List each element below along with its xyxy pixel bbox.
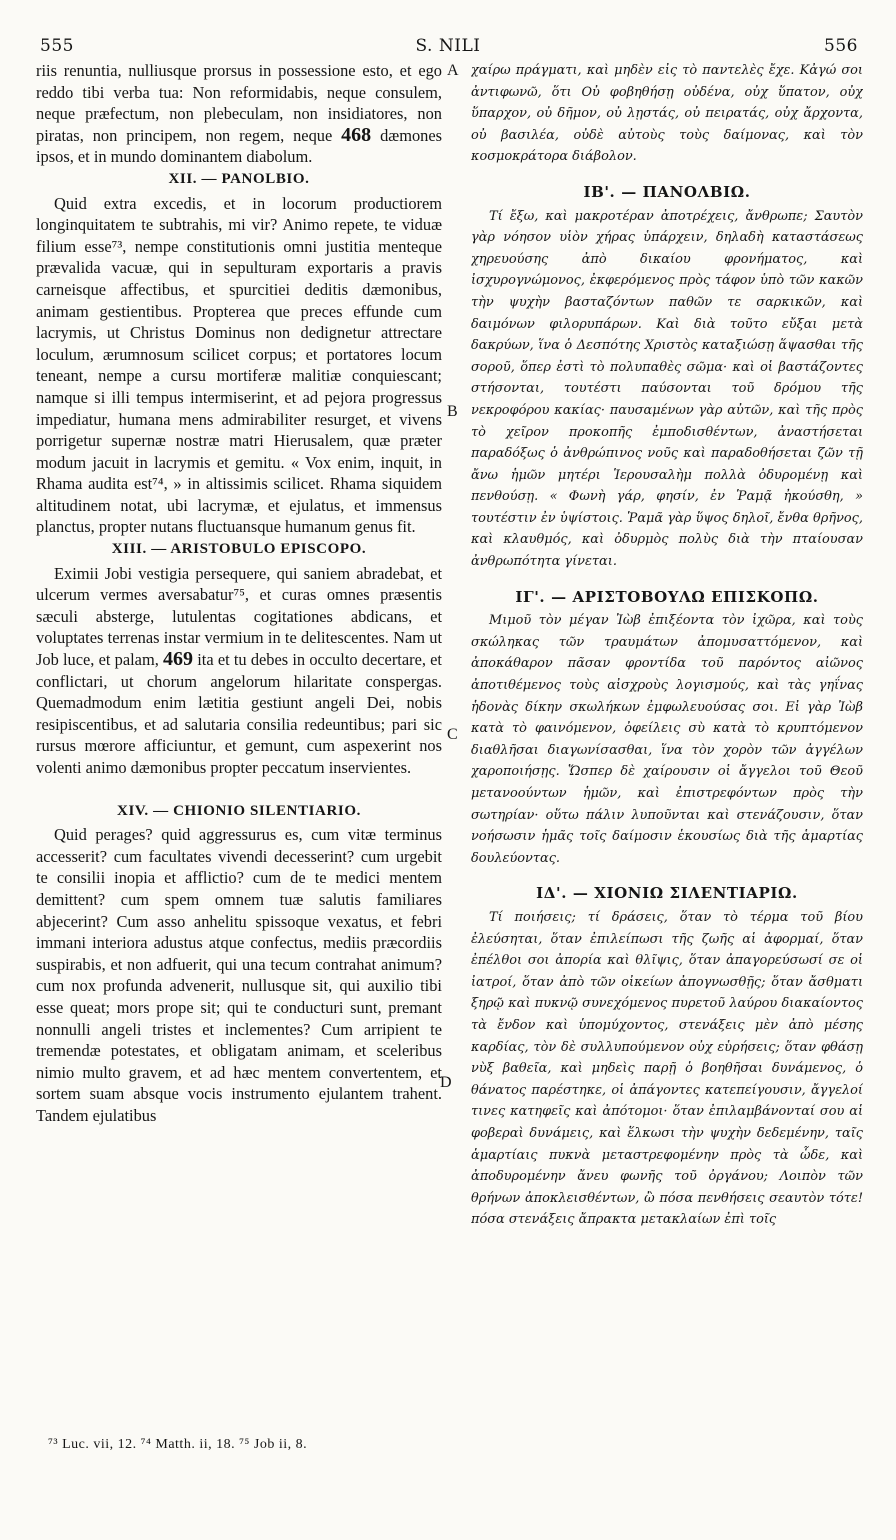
greek-paragraph: Μιμοῦ τὸν μέγαν Ἰὼβ ἐπιξέοντα τὸν ἰχῶρα, καὶ τοὺς σκώληκας τῶν τραυμάτων ἀπομυσαττόμενον, καὶ ἀποκάθαρον πᾶσαν φροντίδα τοῦ παρόντος αἰῶνος ἀποτιθέμενος τοὺς αἰσχροὺς λογισμούς, καὶ τὰς γηΐνας ἡδονὰς δίκην σκωλήκων ἐμφωλευούσας σοι. Εἰ γὰρ Ἰὼβ κατὰ τὸ φαινόμενον, ὀφείλεις σὺ κατὰ τὸ κρυπτόμενον διαθλῆσαι διαγωνίσασθαι, ἵνα τὸν χορὸν τῶν ἀγγέλων χαροποιήσῃς. Ὥσπερ δὲ χαίρουσιν οἱ ἄγγελοι τοῦ Θεοῦ μετανοούντων ἡμῶν, καὶ ἐπιστρεφόντων πρὸς τὴν σωτηρίαν· οὕτω πάλιν λυποῦνται καὶ στενάζουσιν, ὅταν νοήσωσιν ἡμᾶς τοῖς δαίμοσιν ἑκουσίως διὰ τῆς ἁμαρτίας δουλεύοντας. [471, 613, 863, 866]
page-number-right: 556 [824, 36, 858, 56]
margin-letter-c: C [447, 726, 458, 743]
greek-paragraph: χαίρω πράγματι, καὶ μηδὲν εἰς τὸ παντελὲς ἔχε. Κἀγώ σοι ἀντιφωνῶ, ὅτι Οὐ φοβηθήσῃ οὐδένα, οὐχ ὕπατον, οὐχ ὕπαρχον, οὐ δῆμον, οὐ λῃστάς, οὐ πειρατάς, οὐχ ἄρχοντα, οὐ βασιλέα, οὐδὲ αὐτοὺς τοὺς δαίμονας, καὶ τὸν κοσμοκράτορα διάβολον. [471, 63, 863, 165]
latin-text: dæmones ipsos, et in mundo dominantem diabolum. [36, 125, 442, 167]
margin-letter-b: B [447, 403, 458, 420]
greek-column [471, 60, 863, 1470]
column-number: 468 [341, 123, 372, 146]
margin-letter-d: D [440, 1074, 452, 1091]
latin-paragraph: Quid perages? quid aggressurus es, cum vitæ terminus accesserit? cum facultates vivendi decesserint? cum urgebit te consilii inopia et afflictio? cum de te medici mentem demittent? cum spem omnem tuæ salutis familiares abjecerint? Cum asso anhelitu spissoque vexatus, et febri immani interiora adustus atque confectus, mediis præcordiis suspirabis, et non adfuerit, qui una tecum contrahat animum? cum nox profunda advenerit, nullusque sit, qui auxilio tibi esse queat; mors prope sit; qui te conducturi sunt, premant nonnulli angeli tristes et inclementes? Cum arripient te tremendæ potestates, et obligatam animam, et sceleribus nimio multo gravem, et ad hæc mentem convertentem, et sortem suam absque vocis instrumento ejulantem trahent. Tandem ejulatibus [36, 825, 442, 1125]
footnotes: ⁷³ Luc. vii, 12. ⁷⁴ Matth. ii, 18. ⁷⁵ Job ii, 8. [48, 1437, 308, 1452]
page-number-left: 555 [40, 36, 74, 56]
latin-paragraph [36, 563, 442, 779]
section-heading: XIV. — CHIONIO SILENTIARIO. [117, 802, 361, 819]
latin-text: riis renuntia, nulliusque prorsus in possessione esto, et ego reddo tibi verba tua: Non reformidabis, neque consulem, neque præfectum, non plebeculam, non insidiatores, non piratas, non principem, non regem, neque [36, 61, 442, 145]
latin-column [36, 60, 442, 1470]
section-heading: XIII. — ARISTOBULO EPISCOPO. [111, 541, 367, 558]
section-heading: ΙΒ'. — ΠΑΝΟΛΒΙΩ. [583, 182, 751, 201]
section-heading: ΙΓ'. — ΑΡΙΣΤΟΒΟΥΛΩ ΕΠΙΣΚΟΠΩ. [515, 587, 819, 606]
running-title: S. NILI [415, 36, 481, 56]
greek-paragraph: Τί ἔξω, καὶ μακροτέραν ἀποτρέχεις, ἄνθρωπε; Σαυτὸν γὰρ νόησον υἱὸν χήρας ὑπάρχειν, δηλαδὴ καταστάσεως χηρευούσης ἀπὸ δικαίου φρονήματος, καὶ ἰσχυρογνώμονος, ἐκφερόμενος πρὸς τάφον ὑπὸ τῶν κακῶν τὴν ψυχὴν βασταζόντων παθῶν τε σαρκικῶν, καὶ δαιμόνων φιλορυπάρων. Καὶ διὰ τοῦτο εὔξαι μετὰ δακρύων, ἵνα ὁ Δεσπότης Χριστὸς καταξιώσῃ ἅψασθαι τῆς σοροῦ, ὅπερ ἐστὶ τὸ πολυπαθὲς σῶμα· καὶ οἱ βαστάζοντες στήσονται, τουτέστι παύσονται τοῦ δρόμου τῆς νεκροφόρου κακίας· παυσαμένων γὰρ αὐτῶν, καὶ τῆς πρὸς τὸ χεῖρον προκοπῆς ἐμποδισθέντων, ἀναστήσεται παραδόξως ὁ ἀνθρώπινος νοῦς καὶ παραδοθήσεται ζῶν τῇ ἄνω ἡμῶν μητέρι Ἱερουσαλὴμ πολλὰ ὀδυρομένῃ καὶ πενθούσῃ. « Φωνὴ γάρ, φησίν, ἐν Ῥαμᾷ ἠκούσθη, » τουτέστιν ἐν ὑψίστοις. Ῥαμᾶ γὰρ ὕψος δηλοῖ, ἔνθα θρῆνος, καὶ κλαυθμός, καὶ ὀδυρμὸς πολὺς διὰ τὴν πταίουσαν ἀνθρωπότητα γίνεται. [471, 208, 863, 570]
section-heading: XII. — PANOLBIO. [168, 170, 310, 187]
latin-text: ita et tu debes in occulto decertare, et conflictari, ut chorum angelorum hilaritate conspergas. Quemadmodum enim lætitia gestiunt angeli Dei, nobis resipiscentibus, et ad salutaria consilia redeuntibus; pari sic rursus mœrore afficiuntur, et gemunt, cum aspexerint nos volenti animo dæmonibus propter peccatum inservientes. [36, 650, 442, 777]
margin-letter-a: A [447, 62, 459, 79]
greek-paragraph: Τί ποιήσεις; τί δράσεις, ὅταν τὸ τέρμα τοῦ βίου ἐλεύσηται, ὅταν ἐπιλείπωσι τῆς ζωῆς αἱ ἀφορμαί, ὅταν ἐπέλθοι σοι ἀπορία καὶ θλῖψις, ὅταν ἀπαγορεύσωσί σε οἱ ἰατροί, ὅταν ἀπὸ τῶν οἰκείων ἀπογνωσθῇς; ὅταν ἄσθματι ξηρῷ καὶ πυκνῷ συνεχόμενος πυρετοῦ λαύρου διακαίοντος τὰ ἔνδον καὶ ὑπομύχοντος, στενάξεις μὲν ἀπὸ μέσης καρδίας, τὸν δὲ συλλυπούμενον οὐχ εὑρήσεις; ὅταν φθάσῃ νὺξ βαθεῖα, καὶ μηδεὶς παρῇ ὁ βοηθῆσαι δυνάμενος, ὁ θάνατος παρέστηκε, οἱ ἀπάγοντες κατεπείγουσιν, ἄγγελοί τινες κατηφεῖς καὶ ἀπότομοι· ὅταν ἐπιλαμβάνονταί σου αἱ φοβεραὶ δυνάμεις, καὶ ἕλκωσι τὴν ψυχὴν δεδεμένην, ταῖς ἁμαρτίαις πυκνὰ μεταστρεφομένην πρὸς τὰ ὧδε, καὶ ἀποδυρομένην ἄνευ φωνῆς τοῦ ὀργάνου; Λοιπὸν τῶν θρήνων ἀποκλεισθέντων, ὢ πόσα πενθήσεις σεαυτὸν τότε! πόσα στενάξεις ἄπρακτα μετακλαίων ἐπὶ τοῖς [471, 909, 863, 1228]
column-number: 469 [163, 648, 194, 671]
latin-text: Eximii Jobi vestigia persequere, qui saniem abradebat, et ulcerum vermes aversabatur⁷⁵, et curas omnes præsentis sæculi absterge, lutulentas cogitationes abdicans, et voluptates terrenas instar vermium in te delitescentes. Nam ut Job luce, et palam, [36, 563, 442, 670]
latin-paragraph: Quid extra excedis, et in locorum productiorem longinquitatem te subtrahis, mi vir? Animo repete, te viduæ filium esse⁷³, nempe constitutionis omni justitia menteque prævalida vacuæ, qui in sepulturam exportaris a pravis carneisque affectibus, et spurcitiei deditis dæmonibus, animam gestientibus. Propterea que preces effunde cum lacrymis, ut Christus Dominus non dedignetur attrectare loculum, ærumnosum scilicet corpus; et portatores locum teneant, nempe a cursu mortiferæ malitiæ conquiescant; namque si illi tempus intermiserint, et ad pejora progressus impediatur, humana mens admirabiliter resurget, et vivens porrigetur supernæ nostræ matri Hierusalem, quæ præter modum jacuit in lacrymis et gemitu. « Vox enim, inquit, in Rhama audita est⁷⁴, » in altissimis scilicet. Rhama siquidem altitudinem notat, ubi lacrymæ, et ejulatus, et immensus planctus, propter nutans fluctuansque humanum genus fit. [36, 193, 442, 537]
latin-paragraph [36, 60, 442, 168]
section-heading: ΙΔ'. — ΧΙΟΝΙΩ ΣΙΛΕΝΤΙΑΡΙΩ. [536, 884, 798, 903]
